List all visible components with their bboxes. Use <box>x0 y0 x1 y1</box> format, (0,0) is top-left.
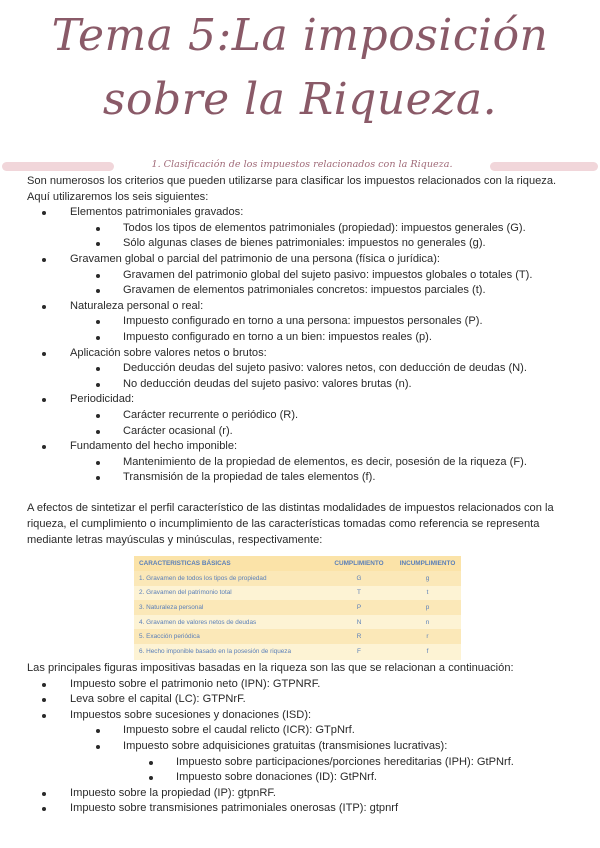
synthesis-paragraph: A efectos de sintetizar el perfil característico de las distintas modalidades de impuestos relacionados con la riqueza, el cumplimiento o incumplimiento de las características tomadas como referencia se representa mediante letras mayúsculas y minúsculas, respectivamente: <box>27 502 554 546</box>
criterion-2-item-1: Gravamen del patrimonio global del sujeto pasivo: impuestos globales o totales (T). <box>27 268 577 284</box>
figure-iph: Impuesto sobre participaciones/porciones hereditarias (IPH): GtPNrf. <box>27 755 577 771</box>
table-cell: t <box>426 589 429 597</box>
table-cell: T <box>357 589 361 597</box>
criterion-6: Fundamento del hecho imponible: <box>27 439 577 455</box>
criteria-list <box>27 205 577 486</box>
heading-band-left <box>2 162 114 171</box>
criterion-5-item-2: Carácter ocasional (r). <box>27 424 577 440</box>
table-cell: 5. Exacción periódica <box>134 629 324 644</box>
table-cell: g <box>394 571 461 586</box>
figure-ipn: Impuesto sobre el patrimonio neto (IPN): GTPNRF. <box>27 677 577 693</box>
table-row <box>134 629 461 644</box>
table-cell: P <box>324 600 394 615</box>
criterion-1-item-2: Sólo algunas clases de bienes patrimoniales: impuestos no generales (g). <box>27 236 577 252</box>
table-cell: p <box>394 600 461 615</box>
table-cell: r <box>394 629 461 644</box>
figures-list <box>27 677 577 817</box>
criterion-1-item-1: Todos los tipos de elementos patrimoniales (propiedad): impuestos generales (G). <box>27 221 577 237</box>
criterion-5: Periodicidad: <box>27 392 577 408</box>
table-cell: R <box>324 629 394 644</box>
table-cell: F <box>357 647 361 655</box>
criterion-2-item-2: Gravamen de elementos patrimoniales concretos: impuestos parciales (t). <box>27 283 577 299</box>
criterion-6-item-2: Transmisión de la propiedad de tales elementos (f). <box>27 470 577 486</box>
figures-section <box>27 661 577 817</box>
table-cell: N <box>356 618 362 626</box>
table-cell: 4. Gravamen de valores netos de deudas <box>139 618 257 626</box>
criterion-4-item-2: No deducción deudas del sujeto pasivo: valores brutas (n). <box>27 377 577 393</box>
table-cell: 6. Hecho imponible basado en la posesión de riqueza <box>139 647 292 655</box>
table-row <box>134 644 461 659</box>
figure-isd: Impuestos sobre sucesiones y donaciones (ISD): <box>27 708 577 724</box>
figures-intro: Las principales figuras impositivas basadas en la riqueza son las que se relacionan a continuación: <box>27 662 514 674</box>
figure-id: Impuesto sobre donaciones (ID): GtPNrf. <box>27 770 577 786</box>
table-row <box>134 615 461 630</box>
criterion-3-item-2: Impuesto configurado en torno a un bien: impuestos reales (p). <box>27 330 577 346</box>
table-header-characteristics: CARACTERISTICAS BÁSICAS <box>134 556 324 571</box>
intro-paragraph: Son numerosos los criterios que pueden utilizarse para clasificar los impuestos relacionados con la riqueza. Aquí utilizaremos los seis siguientes: <box>27 175 557 203</box>
criterion-3-item-1: Impuesto configurado en torno a una persona: impuestos personales (P). <box>27 314 577 330</box>
criterion-4: Aplicación sobre valores netos o brutos: <box>27 346 577 362</box>
figure-lc: Leva sobre el capital (LC): GTPNrF. <box>27 692 577 708</box>
table-cell: 2. Gravamen del patrimonio total <box>139 589 232 597</box>
table-row <box>134 586 461 601</box>
table-row <box>134 600 461 615</box>
figure-icr: Impuesto sobre el caudal relicto (ICR): GTpNrf. <box>27 723 577 739</box>
table-header-noncompliance: INCUMPLIMIENTO <box>394 556 461 571</box>
table-cell: n <box>425 618 430 626</box>
criterion-5-item-1: Carácter recurrente o periódico (R). <box>27 408 577 424</box>
figure-itp: Impuesto sobre transmisiones patrimoniales onerosas (ITP): gtpnrf <box>27 801 577 817</box>
criterion-6-item-1: Mantenimiento de la propiedad de elementos, es decir, posesión de la riqueza (F). <box>27 455 577 471</box>
table-cell: f <box>426 647 429 655</box>
section-heading-text: 1. Clasificación de los impuestos relacionados con la Riqueza. <box>151 159 453 170</box>
table-cell: 3. Naturaleza personal <box>134 600 324 615</box>
criterion-1: Elementos patrimoniales gravados: <box>27 205 577 221</box>
page-title-line-2: sobre la Riqueza. <box>102 74 498 125</box>
page-title-line-1: Tema 5:La imposición <box>51 10 549 61</box>
heading-band-right <box>490 162 598 171</box>
table-row <box>134 571 461 586</box>
figure-iag: Impuesto sobre adquisiciones gratuitas (transmisiones lucrativas): <box>27 739 577 755</box>
criterion-4-item-1: Deducción deudas del sujeto pasivo: valores netos, con deducción de deudas (N). <box>27 361 577 377</box>
characteristics-table <box>134 556 461 660</box>
document-body <box>27 174 577 548</box>
table-cell: G <box>324 571 394 586</box>
section-heading <box>0 158 600 174</box>
figure-ip: Impuesto sobre la propiedad (IP): gtpnRF. <box>27 786 577 802</box>
table-cell: 1. Gravamen de todos los tipos de propiedad <box>134 571 324 586</box>
criterion-2: Gravamen global o parcial del patrimonio de una persona (física o jurídica): <box>27 252 577 268</box>
criterion-3: Naturaleza personal o real: <box>27 299 577 315</box>
table-header-compliance: CUMPLIMIENTO <box>324 556 394 571</box>
